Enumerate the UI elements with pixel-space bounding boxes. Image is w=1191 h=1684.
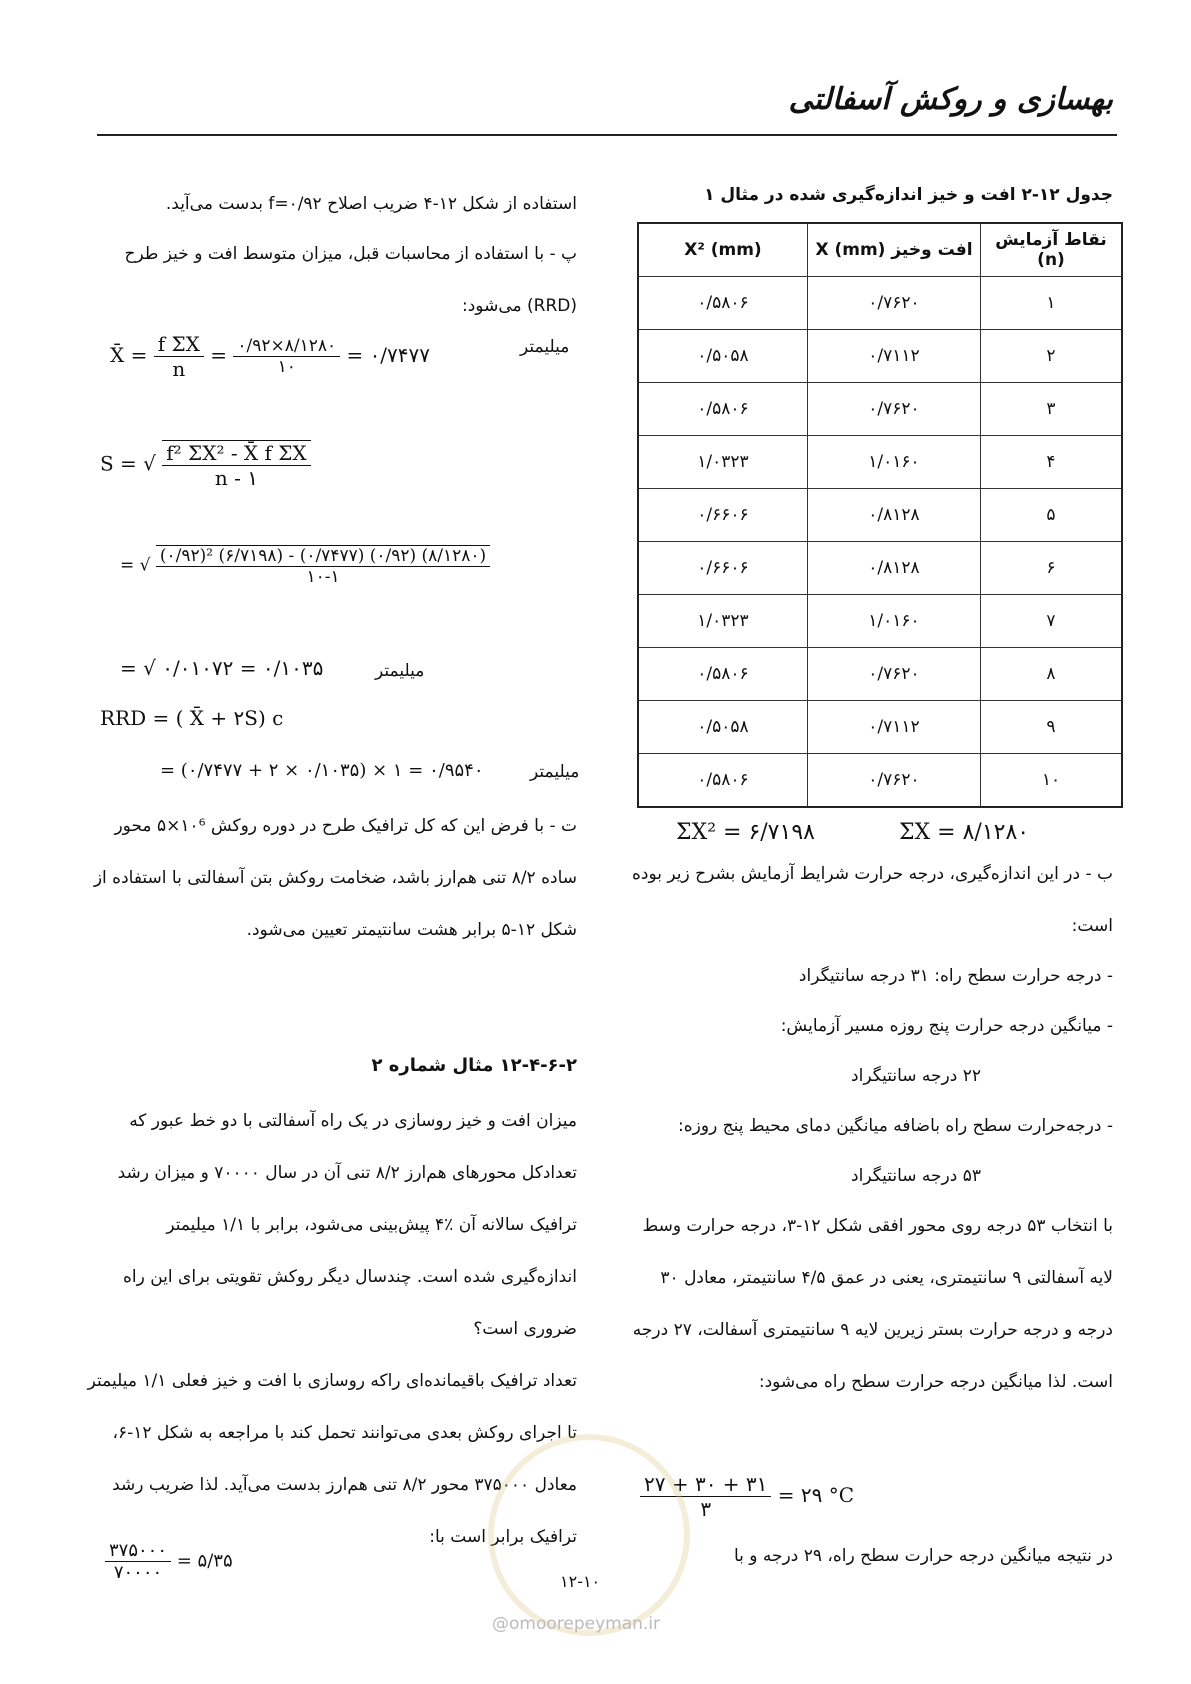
cell-x-squared: ۰/۵۸۰۶ <box>638 277 808 330</box>
cell-point: ۱۰ <box>981 754 1123 808</box>
cell-point: ۳ <box>981 383 1123 436</box>
watermark-seal <box>488 1434 690 1636</box>
cell-deflection: ۰/۷۶۲۰ <box>808 648 981 701</box>
section-heading: ۱۲-۴-۶-۲ مثال شماره ۲ <box>371 1055 577 1076</box>
cell-deflection: ۰/۷۶۲۰ <box>808 754 981 808</box>
cell-deflection: ۱/۰۱۶۰ <box>808 436 981 489</box>
xbar-unit: میلیمتر <box>520 337 570 357</box>
cell-x-squared: ۱/۰۳۲۳ <box>638 595 808 648</box>
cell-x-squared: ۱/۰۳۲۳ <box>638 436 808 489</box>
cell-x-squared: ۰/۶۶۰۶ <box>638 542 808 595</box>
table-row <box>638 595 1122 648</box>
xbar-denominator-values: ۱۰ <box>277 357 296 377</box>
rrd-substitution: = (۰/۷۴۷۷ + ۲ × ۰/۱۰۳۵) × ۱ = ۰/۹۵۴۰ <box>160 760 484 781</box>
sum-x: ΣX = ۸/۱۲۸۰ <box>898 820 1030 845</box>
right-bullet-2-value: ۲۲ درجه سانتیگراد <box>851 1066 981 1086</box>
xbar-denominator: n <box>172 357 186 381</box>
xbar-result: = ۰/۷۴۷۷ <box>346 343 431 367</box>
cell-deflection: ۱/۰۱۶۰ <box>808 595 981 648</box>
table-caption: جدول ۱۲-۲ افت و خیز اندازه‌گیری شده در مثال ۱ <box>704 185 1113 205</box>
s-lhs: S = √ <box>100 451 156 476</box>
table-row <box>638 436 1122 489</box>
rrd-unit: میلیمتر <box>530 762 580 782</box>
cell-deflection: ۰/۸۱۲۸ <box>808 542 981 595</box>
running-header-title: بهسازی و روکش آسفالتی <box>788 82 1113 117</box>
cell-point: ۹ <box>981 701 1123 754</box>
table-row <box>638 542 1122 595</box>
table-header-row <box>638 223 1122 277</box>
cell-deflection: ۰/۷۶۲۰ <box>808 383 981 436</box>
cell-point: ۵ <box>981 489 1123 542</box>
s-numerator: f² ΣX² - X̄ f ΣX <box>162 440 310 466</box>
cell-x-squared: ۰/۵۰۵۸ <box>638 701 808 754</box>
growth-result: = ۵/۳۵ <box>176 1550 233 1572</box>
right-bullet-1: - درجه حرارت سطح راه: ۳۱ درجه سانتیگراد <box>798 966 1113 986</box>
std-dev-result: = √ ۰/۰۱۰۷۲ = ۰/۱۰۳۵ <box>120 656 324 680</box>
cell-point: ۴ <box>981 436 1123 489</box>
xbar-lhs: X̄ = <box>110 343 148 367</box>
left-para-4: میزان افت و خیز روسازی در یک راه آسفالتی با دو خط عبور که تعدادکل محورهای هم‌ارز ۸/۲ تنی آن در سال ۷۰۰۰۰ و میزان رشد ترافیک سالانه آن ٪۴ پیش‌بینی می‌شود، برابر با ۱/۱ میلیمتر اندازه‌گیری شده است. چندسال دیگر روکش تقویتی برای این راه ضروری است؟ <box>117 1111 577 1339</box>
right-bullet-2: - میانگین درجه حرارت پنج روزه مسیر آزمایش: <box>780 1016 1113 1036</box>
xbar-numerator-values: ۰/۹۲×۸/۱۲۸۰ <box>233 336 340 357</box>
right-para-3: در نتیجه میانگین درجه حرارت سطح راه، ۲۹ درجه و با <box>733 1546 1113 1566</box>
s-denominator: n - ۱ <box>214 466 259 490</box>
cell-deflection: ۰/۷۶۲۰ <box>808 277 981 330</box>
cell-point: ۱ <box>981 277 1123 330</box>
temperature-eq-numerator: ۲۷ + ۳۰ + ۳۱ <box>640 1472 771 1497</box>
right-bullet-3-value: ۵۳ درجه سانتیگراد <box>851 1166 981 1186</box>
temperature-eq-result: = ۲۹ °C <box>777 1483 855 1507</box>
mean-deflection-equation: X̄ = $\frac{\text{f ΣX}}{n}$ = $\frac{۰/۹۲\times ۸/۱۲۸۰}{۱۰}$ = ۰/۷۴۷۷ <box>110 332 431 381</box>
cell-point: ۶ <box>981 542 1123 595</box>
header-rule <box>97 134 1117 136</box>
temperature-eq-denominator: ۳ <box>700 1497 712 1521</box>
left-para-5: تعداد ترافیک باقیمانده‌ای راکه روسازی با افت و خیز فعلی ۱/۱ میلیمتر تا اجرای روکش بعدی می‌توانند تحمل کند با مراجعه به شکل ۱۲-۶، معادل ۳۷۵۰۰۰ محور ۸/۲ تنی هم‌ارز بدست می‌آید. لذا ضریب رشد ترافیک برابر است با: <box>87 1371 577 1547</box>
cell-x-squared: ۰/۵۸۰۶ <box>638 383 808 436</box>
table-row <box>638 330 1122 383</box>
sum-x-squared: ΣX² = ۶/۷۱۹۸ <box>676 820 815 845</box>
left-para-1: استفاده از شکل ۱۲-۴ ضریب اصلاح f=۰/۹۲ بدست می‌آید. <box>165 194 577 214</box>
table-row <box>638 648 1122 701</box>
table-row <box>638 277 1122 330</box>
table-row <box>638 701 1122 754</box>
table-row <box>638 754 1122 808</box>
cell-x-squared: ۰/۵۸۰۶ <box>638 648 808 701</box>
page-number: ۱۲-۱۰ <box>560 1572 601 1591</box>
watermark-url: @omoorepeyman.ir <box>492 1614 661 1634</box>
growth-factor-equation <box>105 1540 233 1583</box>
left-para-2: پ - با استفاده از محاسبات قبل، میزان متوسط افت و خیز طرح (RRD) می‌شود: <box>124 244 577 316</box>
right-para-1: ب - در این اندازه‌گیری، درجه حرارت شرایط آزمایش بشرح زیر بوده است: <box>632 864 1113 936</box>
s-substituted-denominator: ۱۰-۱ <box>306 567 340 587</box>
std-dev-equation <box>100 440 311 490</box>
table-sums <box>676 820 1029 845</box>
right-bullet-3: - درجه‌حرارت سطح راه باضافه میانگین دمای محیط پنج روزه: <box>678 1116 1113 1136</box>
col-header-deflection: افت وخیز X (mm) <box>808 223 981 277</box>
cell-x-squared: ۰/۵۰۵۸ <box>638 330 808 383</box>
col-header-points: نقاط آزمایش (n) <box>981 223 1123 277</box>
cell-point: ۲ <box>981 330 1123 383</box>
cell-point: ۸ <box>981 648 1123 701</box>
std-dev-substitution: = √ $\frac{\text{(۰/۹۲)² (۶/۷۱۹۸) - (۰/۷۴۷۷) (۰/۹۲) (۸/۱۲۸۰)}}{۱۰-۱}$ <box>120 545 490 587</box>
cell-deflection: ۰/۷۱۱۲ <box>808 330 981 383</box>
std-dev-unit: میلیمتر <box>375 661 425 681</box>
cell-x-squared: ۰/۵۸۰۶ <box>638 754 808 808</box>
xbar-numerator: f ΣX <box>154 332 204 357</box>
col-header-x-squared: X² (mm) <box>638 223 808 277</box>
cell-deflection: ۰/۷۱۱۲ <box>808 701 981 754</box>
growth-denominator: ۷۰۰۰۰ <box>113 1562 163 1583</box>
table-row <box>638 489 1122 542</box>
left-para-3: ت - با فرض این که کل ترافیک طرح در دوره روکش ۱۰⁶×۵ محور ساده ۸/۲ تنی هم‌ارز باشد، ضخامت روکش بتن آسفالتی با استفاده از شکل ۱۲-۵ برابر هشت سانتیمتر تعیین می‌شود. <box>93 816 577 940</box>
cell-x-squared: ۰/۶۶۰۶ <box>638 489 808 542</box>
right-para-2: با انتخاب ۵۳ درجه روی محور افقی شکل ۱۲-۳، درجه حرارت وسط لایه آسفالتی ۹ سانتیمتری، یعنی در عمق ۴/۵ سانتیمتر، معادل ۳۰ درجه و درجه حرارت بستر زیرین لایه ۹ سانتیمتری آسفالت، ۲۷ درجه است. لذا میانگین درجه حرارت سطح راه می‌شود: <box>632 1216 1113 1392</box>
cell-point: ۷ <box>981 595 1123 648</box>
rrd-equation: RRD = ( X̄ + ۲S) c <box>100 706 284 730</box>
s-substituted-numerator: (۰/۹۲)² (۶/۷۱۹۸) - (۰/۷۴۷۷) (۰/۹۲) (۸/۱۲۸۰) <box>156 545 490 567</box>
table-row <box>638 383 1122 436</box>
deflection-table <box>637 222 1123 808</box>
growth-numerator: ۳۷۵۰۰۰ <box>105 1540 171 1562</box>
cell-deflection: ۰/۸۱۲۸ <box>808 489 981 542</box>
